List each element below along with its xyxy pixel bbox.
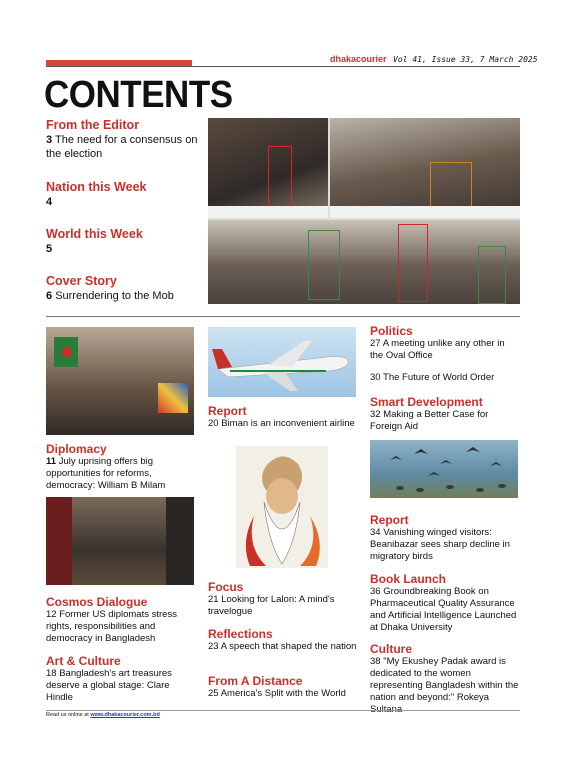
section-title: Focus: [208, 580, 244, 594]
section-title: Diplomacy: [46, 442, 107, 456]
section-title: From the Editor: [46, 118, 140, 132]
issue-info: Vol 41, Issue 33, 7 March 2025: [393, 55, 538, 64]
item-text: 20 Biman is an inconvenient airline: [208, 418, 355, 429]
item-text: 25 America's Split with the World: [208, 688, 346, 699]
item-text: 27 A meeting unlike any other in the Oval Office: [370, 338, 505, 361]
cosmos-dialogue[interactable]: [46, 595, 196, 645]
page-title: CONTENTS: [44, 74, 233, 116]
smart-development[interactable]: [370, 395, 520, 433]
section-divider: [46, 316, 520, 317]
cover-story[interactable]: [46, 274, 206, 303]
section-title: Nation this Week: [46, 180, 147, 194]
section-title: Report: [208, 404, 247, 418]
item-text: 5: [46, 243, 53, 255]
masthead-rule: [46, 66, 520, 67]
item-text: 3 The need for a consensus on the election: [46, 134, 198, 160]
section-title: Smart Development: [370, 395, 483, 409]
section-title: Cosmos Dialogue: [46, 595, 148, 609]
item-text: 23 A speech that shaped the nation: [208, 641, 357, 652]
from-a-distance[interactable]: [208, 674, 368, 700]
cover-photo-collage: [208, 118, 520, 304]
footer-link[interactable]: www.dhakacourier.com.bd: [90, 712, 160, 718]
item-text: 38 "My Ekushey Padak award is dedicated to the women representing Bangladesh within the nation and beyond:" Rokeya: [370, 656, 519, 703]
report-biman[interactable]: [208, 404, 358, 430]
art-culture[interactable]: [46, 654, 196, 704]
culture[interactable]: [370, 642, 520, 716]
section-title: World this Week: [46, 227, 143, 241]
section-title: Book Launch: [370, 572, 447, 586]
item-text: 12 Former US diplomats stress rights, responsibilities and democracy in Bangladesh: [46, 609, 177, 644]
section-title: Reflections: [208, 627, 273, 641]
brand-logo: dhakacourier: [330, 54, 387, 64]
world-order[interactable]: [370, 372, 520, 384]
footer-rule: [46, 710, 520, 711]
item-text: 21 Looking for Lalon: A mind's travelogue: [208, 594, 335, 617]
reflections[interactable]: [208, 627, 358, 653]
section-title: Art & Culture: [46, 654, 121, 668]
cosmos-photo: [46, 497, 194, 585]
book-launch[interactable]: [370, 572, 520, 634]
item-text: 32 Making a Better Case for Foreign Aid: [370, 409, 489, 432]
item-text: 18 Bangladesh's art treasures deserve a global stage: Clare Hindle: [46, 668, 172, 703]
biman-photo: [208, 327, 356, 397]
item-text: 4: [46, 196, 53, 208]
item-text: 11 July uprising offers big opportunities for reforms, democracy: William B Milam: [46, 456, 166, 491]
diplomacy[interactable]: [46, 442, 196, 492]
item-text: 34 Vanishing winged visitors: Beanibazar sees sharp decline in migratory birds: [370, 527, 510, 562]
footer-prefix: Read us online at: [46, 712, 89, 718]
section-title: Politics: [370, 324, 413, 338]
diplomacy-photo: [46, 327, 194, 435]
item-text: 30 The Future of World Order: [370, 372, 495, 383]
focus[interactable]: [208, 580, 358, 618]
birds-photo: [370, 440, 518, 498]
section-title: Culture: [370, 642, 412, 656]
world-week[interactable]: [46, 227, 206, 256]
report-birds[interactable]: [370, 513, 520, 563]
item-text: 6 Surrendering to the Mob: [46, 290, 174, 302]
nation-week[interactable]: [46, 180, 206, 209]
from-editor[interactable]: [46, 118, 206, 161]
section-title: Cover Story: [46, 274, 117, 288]
section-title: From A Distance: [208, 674, 303, 688]
item-text: 36 Groundbreaking Book on Pharmaceutical Quality Assurance and Artificial Intelligence Launched at Dhaka University: [370, 586, 517, 633]
politics[interactable]: [370, 324, 520, 362]
masthead: [330, 54, 538, 64]
footer: [46, 712, 160, 718]
section-title: Report: [370, 513, 409, 527]
lalon-illustration: [236, 446, 328, 568]
